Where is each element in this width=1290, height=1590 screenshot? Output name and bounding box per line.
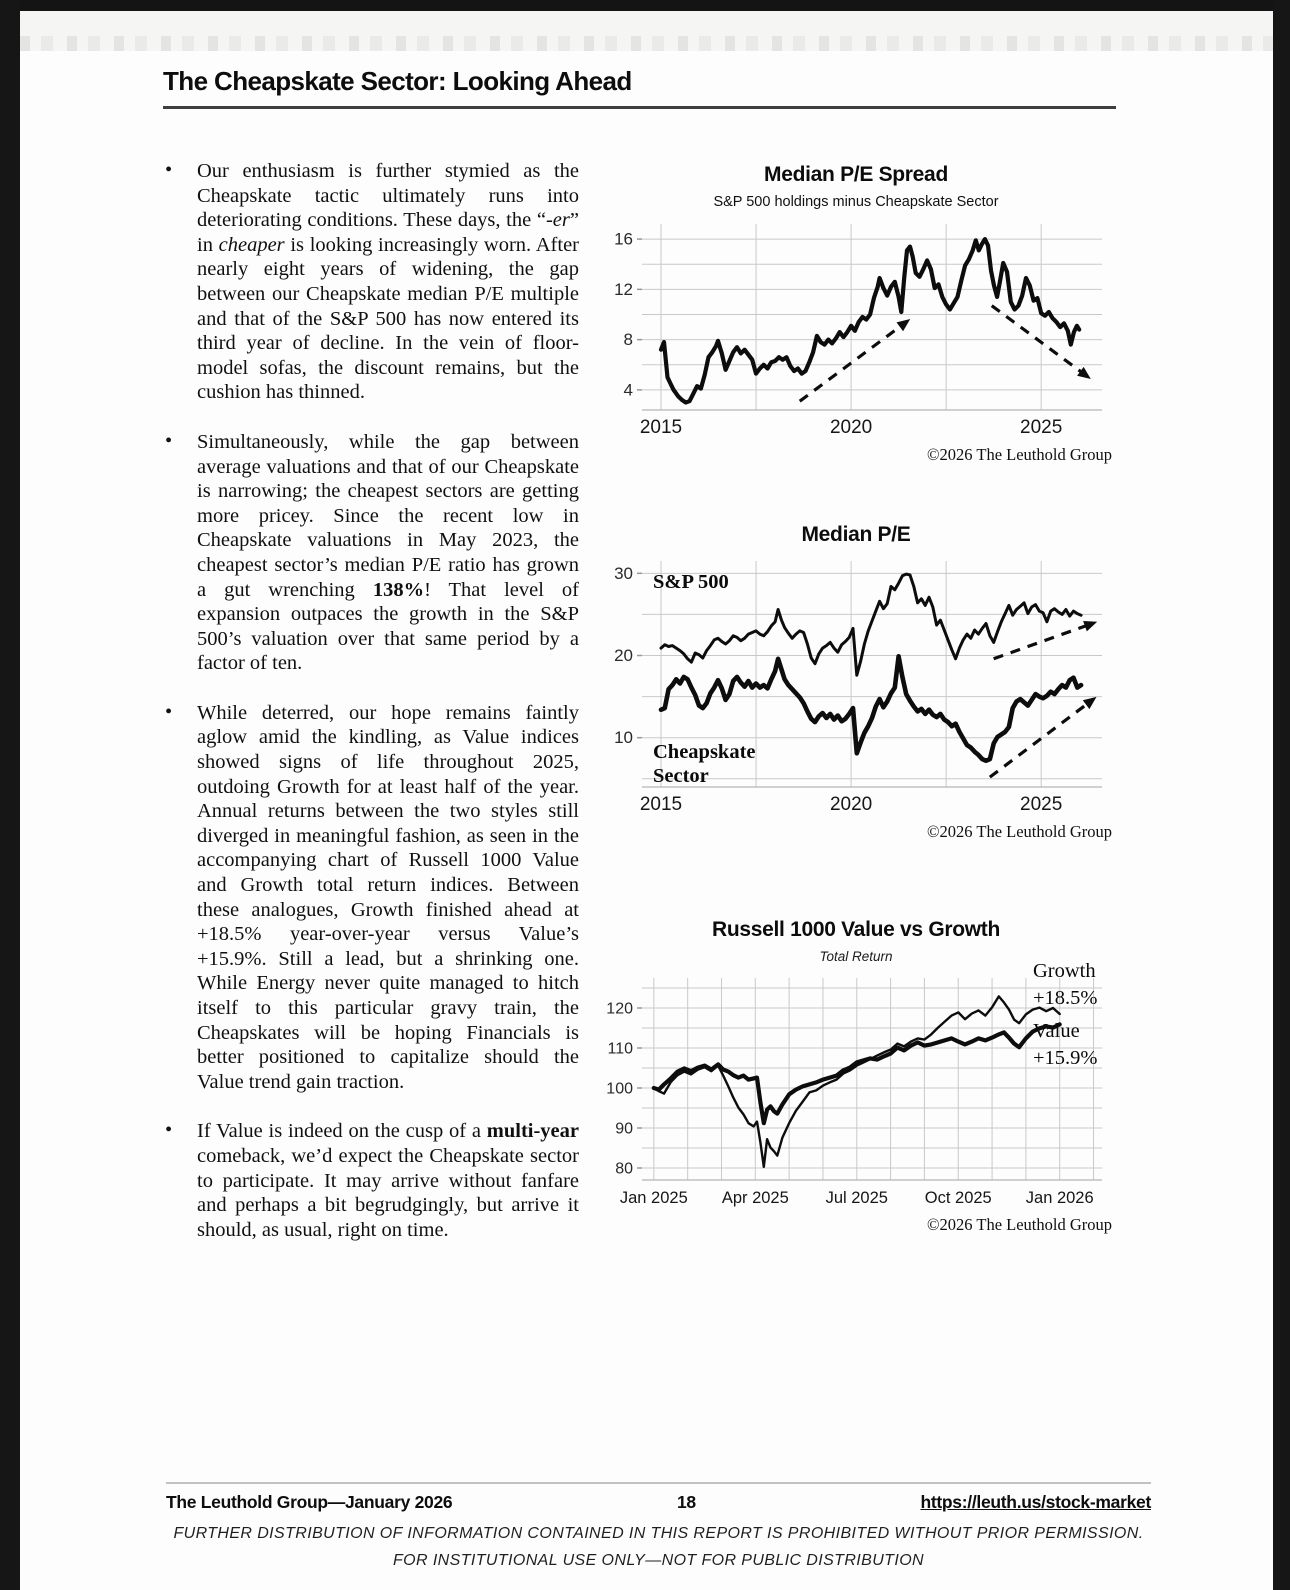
bullet-item: • Simultaneously, while the gap between average valuations and that of our Cheapskate is narrowing; the cheapest sectors are getting more pricey. Since the recent low in Cheapskate valuations in May 2023, the cheapest sector’s median P/E ratio has grown a gut wrenching 138%! That level of expansion outpaces the growth in the S&P 500’s valuation over that same period by a factor of ten. [163, 430, 579, 676]
bullet-item: • Our enthusiasm is further stymied as the Cheapskate tactic ultimately runs into deteriorating conditions. These days, the “-er” in cheaper is looking increasingly worn. After nearly eight years of widening, the gap between our Cheapskate median P/E multiple and that of the S&P 500 has now entered its third year of decline. In the vein of floor-model sofas, the discount remains, but the cushion has thinned. [163, 159, 579, 405]
footer-row [166, 1492, 1151, 1513]
value-legend-name: Value [1033, 1020, 1080, 1042]
median-pe-spread-chart [596, 163, 1116, 465]
chart-attribution: ©2026 The Leuthold Group [927, 822, 1112, 841]
page-content [163, 66, 1116, 1267]
chart-subtitle: Total Return [819, 949, 893, 964]
growth-legend [1033, 958, 1098, 1011]
value-legend [1033, 1018, 1098, 1071]
median-pe-chart [596, 523, 1116, 842]
svg-text:20: 20 [614, 646, 633, 666]
scan-artifact-band [20, 11, 1273, 51]
svg-text:90: 90 [615, 1120, 633, 1138]
chart-title: Median P/E Spread [764, 163, 948, 186]
chart-title: Russell 1000 Value vs Growth [711, 918, 1001, 941]
footer-publisher: The Leuthold Group—January 2026 [166, 1492, 453, 1512]
chart-title: Median P/E [801, 523, 911, 546]
svg-text:2015: 2015 [639, 794, 683, 815]
disclaimer-line-1: FURTHER DISTRIBUTION OF INFORMATION CONTAINED IN THIS REPORT IS PROHIBITED WITHOUT PRIOR PERMISSION. [173, 1525, 1144, 1542]
page-title: The Cheapskate Sector: Looking Ahead [163, 66, 1116, 109]
svg-text:Apr 2025: Apr 2025 [721, 1189, 789, 1207]
svg-text:4: 4 [623, 380, 633, 400]
svg-text:2020: 2020 [829, 794, 873, 815]
svg-text:12: 12 [614, 279, 633, 299]
growth-legend-value: +18.5% [1033, 986, 1098, 1009]
svg-text:120: 120 [606, 1000, 633, 1018]
two-column-layout [163, 147, 1116, 1267]
bullet-list [163, 159, 579, 1242]
svg-text:80: 80 [615, 1160, 633, 1178]
svg-text:10: 10 [614, 728, 633, 748]
svg-text:Jul 2025: Jul 2025 [825, 1189, 888, 1207]
body-text-column [163, 147, 579, 1267]
chart-attribution: ©2026 The Leuthold Group [927, 1215, 1112, 1234]
scan-border-right [1273, 0, 1290, 1590]
bullet-item: • If Value is indeed on the cusp of a multi-year comeback, we’d expect the Cheapskate sector to participate. It may arrive without fanfare and perhaps a bit begrudgingly, but arrive it should, as usual, right on time. [163, 1119, 579, 1242]
growth-legend-name: Growth [1033, 960, 1096, 982]
charts-column [596, 147, 1116, 1267]
scan-border-left [0, 0, 20, 1590]
svg-text:2020: 2020 [829, 417, 873, 438]
svg-text:8: 8 [623, 330, 633, 350]
median-pe-spread-plot [596, 218, 1116, 440]
svg-text:Oct 2025: Oct 2025 [924, 1189, 992, 1207]
footer-url-link[interactable]: https://leuth.us/stock-market [920, 1492, 1151, 1512]
chart-subtitle: S&P 500 holdings minus Cheapskate Sector [713, 194, 999, 210]
page-number: 18 [676, 1492, 696, 1512]
svg-text:Jan 2026: Jan 2026 [1025, 1189, 1094, 1207]
plot-area-wrap [596, 218, 1116, 445]
page-footer [166, 1482, 1151, 1570]
disclaimer-line-2: FOR INSTITUTIONAL USE ONLY—NOT FOR PUBLIC DISTRIBUTION [393, 1552, 924, 1569]
bullet-item: • While deterred, our hope remains faintly aglow amid the kindling, as Value indices showed signs of life throughout 2025, outdoing Growth for at least half of the year. Annual returns between the two styles still diverged in meaningful fashion, as seen in the accompanying chart of Russell 1000 Value and Growth total return indices. Between these analogues, Growth finished ahead at +18.5% year-over-year versus Value’s +15.9%. Still a lead, but a shrinking one. While Energy never quite managed to hitch itself to this particular gravy train, the Cheapskates will be hoping Financials is better positioned to capitalize should the Value trend gain traction. [163, 701, 579, 1095]
footer-divider [166, 1482, 1151, 1484]
scan-border-top [0, 0, 1290, 11]
russell-value-growth-chart [596, 918, 1116, 1235]
sp500-series-label: S&P 500 [653, 571, 729, 593]
svg-text:2015: 2015 [639, 417, 683, 438]
value-legend-value: +15.9% [1033, 1046, 1098, 1069]
chart-attribution: ©2026 The Leuthold Group [927, 445, 1112, 464]
plot-area-wrap [596, 555, 1116, 822]
svg-text:Jan 2025: Jan 2025 [619, 1189, 688, 1207]
svg-text:16: 16 [614, 229, 633, 249]
cheapskate-series-label: Cheapskate Sector [653, 741, 756, 787]
svg-text:2025: 2025 [1020, 417, 1063, 438]
svg-text:110: 110 [607, 1040, 633, 1058]
svg-text:2025: 2025 [1020, 794, 1063, 815]
svg-text:100: 100 [606, 1080, 633, 1098]
svg-text:30: 30 [614, 563, 633, 583]
